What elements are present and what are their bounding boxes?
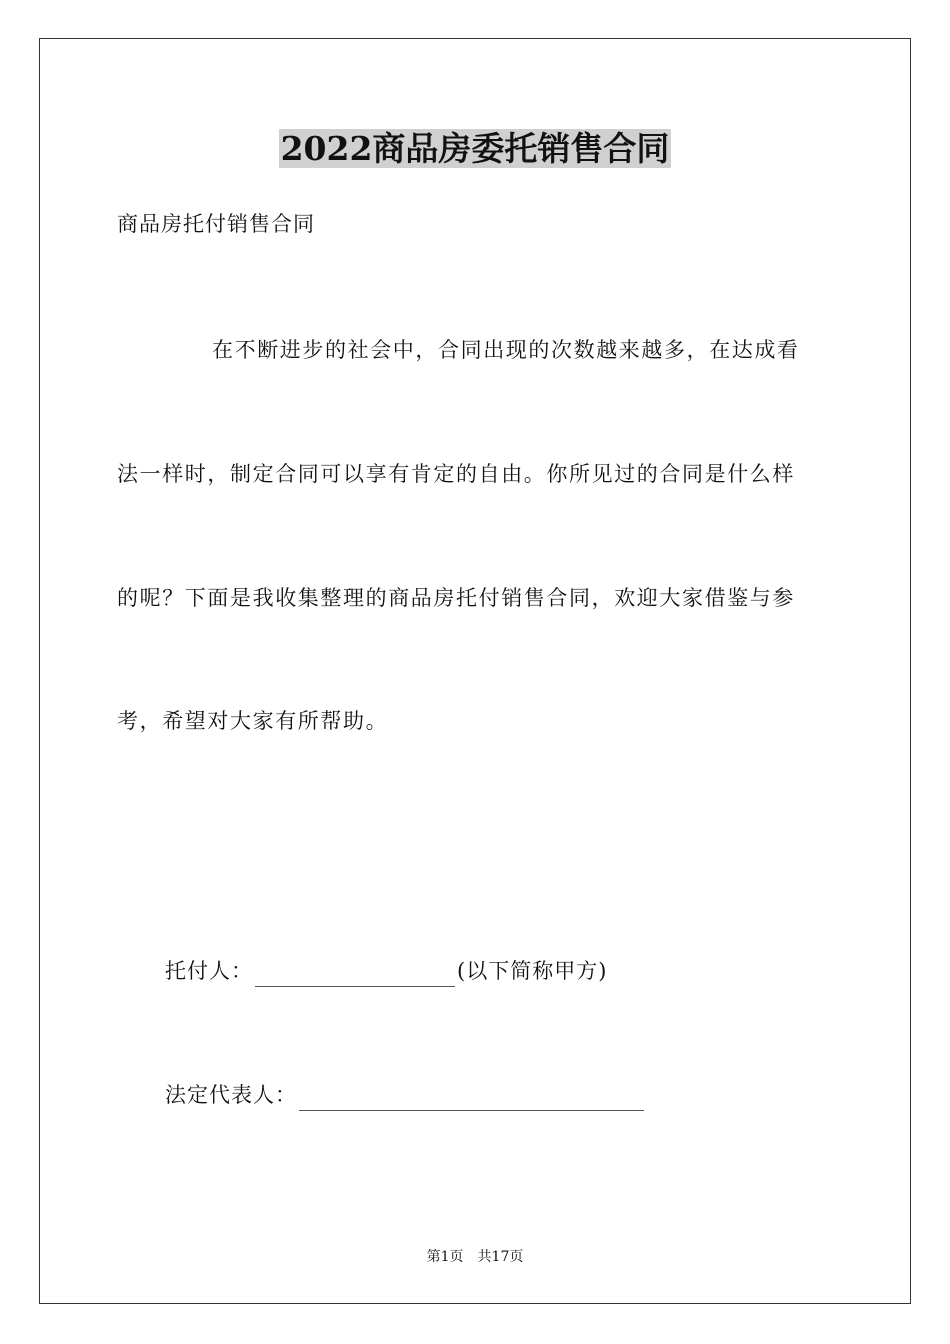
entrustor-suffix: (以下简称甲方)	[457, 959, 608, 983]
legal-representative-blank-line	[299, 1084, 644, 1111]
legal-representative-label: 法定代表人：	[165, 1083, 297, 1107]
document-title	[0, 126, 950, 172]
page-footer	[0, 1246, 950, 1268]
intro-line: 在不断进步的社会中，合同出现的次数越来越多，在达成看	[212, 338, 800, 362]
page-number-current: 第1页	[426, 1249, 464, 1265]
page-number-total: 共17页	[477, 1249, 524, 1265]
entrustor-blank-line	[255, 960, 455, 987]
intro-line: 的呢？下面是我收集整理的商品房托付销售合同，欢迎大家借鉴与参	[117, 586, 795, 610]
legal-representative-field	[165, 1079, 646, 1111]
entrustor-label: 托付人：	[165, 959, 253, 983]
document-title-text: 2022商品房委托销售合同	[280, 129, 670, 168]
entrustor-field	[165, 955, 607, 987]
intro-line: 考，希望对大家有所帮助。	[117, 709, 389, 733]
intro-line: 法一样时，制定合同可以享有肯定的自由。你所见过的合同是什么样	[117, 462, 795, 486]
document-subtitle: 商品房托付销售合同	[117, 212, 315, 236]
